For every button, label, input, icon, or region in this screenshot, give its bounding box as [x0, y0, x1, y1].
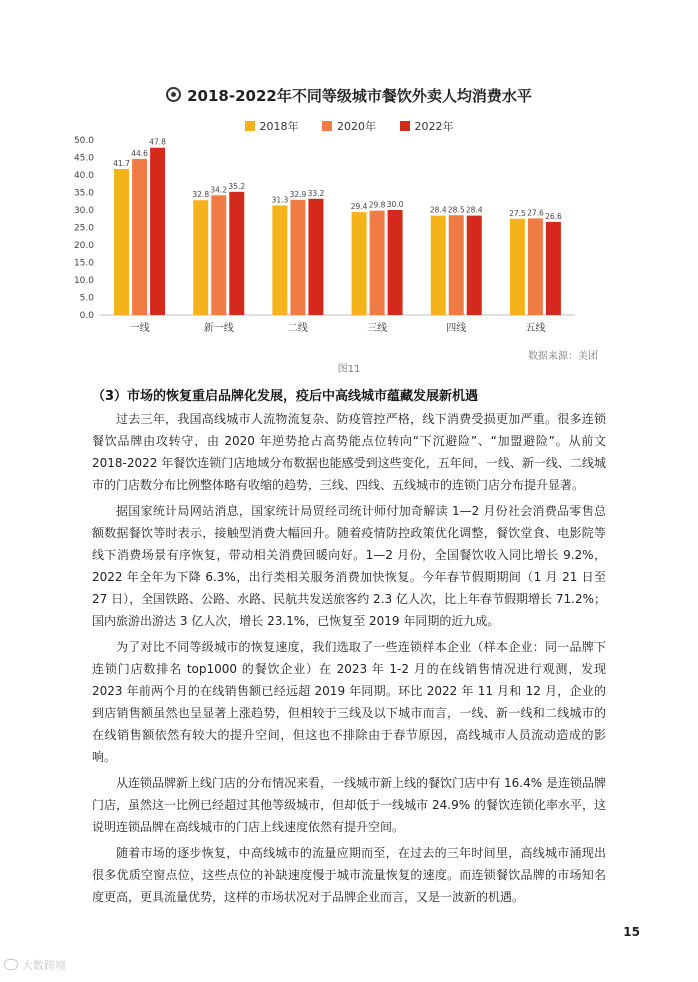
bar	[370, 211, 385, 315]
y-tick-label: 15.0	[73, 258, 94, 269]
y-tick-label: 30.0	[73, 206, 94, 216]
x-tick-label: 新一线	[203, 323, 234, 334]
data-label: 31.3	[271, 195, 289, 205]
data-label: 32.8	[192, 190, 210, 200]
data-label: 32.9	[289, 189, 307, 199]
bar	[308, 199, 323, 315]
data-label: 28.4	[429, 205, 447, 215]
data-label: 35.2	[228, 181, 246, 191]
data-label: 41.7	[113, 159, 130, 169]
paragraph: 过去三年，我国高线城市人流物流复杂、防疫管控严格，线下消费受损更加严重。很多连锁餐饮品牌由攻转守，由 2020 年逆势抢占高势能点位转向“下沉避险”、“加盟避险”。从前文 2018-2022 年餐饮连锁门店地域分布数据也能感受到这些变化，五年间，一线、新一线、二线城市的门店数分布比例整体略有收缩的趋势，三线、四线、五线城市的连锁门店分布提升显著。	[92, 412, 606, 492]
data-label: 28.4	[465, 205, 483, 215]
data-label: 33.2	[307, 188, 325, 198]
bar	[510, 219, 525, 315]
y-tick-label: 25.0	[73, 223, 94, 234]
bar	[290, 200, 305, 315]
bar	[229, 192, 244, 315]
chart-title	[0, 85, 698, 106]
page-number: 15	[623, 925, 640, 939]
data-source: 数据来源：美团	[528, 351, 598, 362]
paragraph: 为了对比不同等级城市的恢复速度，我们选取了一些连锁样本企业（样本企业：同一品牌下连锁门店数排名 top1000 的餐饮企业）在 2023 年 1-2 月的在线销售情况进行观测，发现 2023 年前两个月的在线销售额已经远超 2019 年同期。环比 2022 年 11 月和 12 月，企业的到店销售额虽然也呈显著上涨趋势，但相较于三线及以下城市而言，一线、新一线和二线城市的在线销售额依然有较大的提升空间，但这也不排除由于春节原因，高线城市人员流动造成的影响。	[92, 640, 606, 764]
legend-label: 2020年	[337, 120, 376, 133]
y-tick-label: 5.0	[79, 293, 94, 304]
bar-chart	[0, 130, 698, 345]
bar	[431, 216, 446, 315]
y-tick-label: 10.0	[73, 276, 94, 286]
bar	[150, 148, 165, 315]
bar	[449, 215, 464, 315]
watermark-text: 大数跨境	[22, 959, 66, 972]
x-tick-label: 四线	[446, 323, 467, 334]
paragraph: 从连锁品牌新上线门店的分布情况来看，一线城市新上线的餐饮门店中有 16.4% 是连锁品牌门店，虽然这一比例已经超过其他等级城市，但却低于一线城市 24.9% 的餐饮连锁化率水平，这说明连锁品牌在高线城市的门店上线速度依然有提升空间。	[92, 776, 606, 834]
watermark-logo-icon	[4, 959, 18, 970]
y-tick-label: 20.0	[73, 241, 94, 251]
bar	[211, 195, 226, 315]
data-label: 34.2	[210, 185, 228, 195]
chart-title-text: 2018-2022年不同等级城市餐饮外卖人均消费水平	[187, 87, 532, 105]
data-label: 27.6	[527, 208, 544, 218]
bar	[193, 200, 208, 315]
data-label: 27.5	[509, 208, 526, 218]
bar	[352, 212, 367, 315]
data-label: 29.8	[368, 200, 386, 210]
bar	[467, 216, 482, 315]
data-label: 29.4	[350, 202, 368, 212]
target-bullet-icon	[166, 87, 181, 102]
y-tick-label: 45.0	[73, 153, 94, 164]
y-tick-label: 50.0	[73, 136, 94, 146]
paragraph: 据国家统计局网站消息，国家统计局贸经司统计师付加奇解读 1—2 月份社会消费品零售总额数据餐饮等时表示，接触型消费大幅回升。随着疫情防控政策优化调整，餐饮堂食、电影院等线下消费场景有序恢复，带动相关消费回暖向好。1—2 月份，全国餐饮收入同比增长 9.2%，2022 年全年为下降 6.3%，出行类相关服务消费加快恢复。今年春节假期期间（1 月 21 日至 27 日），全国铁路、公路、水路、民航共发送旅客约 2.3 亿人次，比上年春节假期增长 71.2%；国内旅游出游达 3 亿人次，增长 23.1%，已恢复至 2019 年同期的近九成。	[92, 504, 606, 628]
body-text	[92, 408, 606, 912]
y-tick-label: 40.0	[73, 171, 94, 181]
section-heading: （3）市场的恢复重启品牌化发展，疫后中高线城市蕴藏发展新机遇	[92, 389, 479, 404]
x-tick-label: 一线	[129, 323, 150, 334]
bar	[388, 210, 403, 315]
bar	[546, 222, 561, 315]
data-label: 30.0	[386, 200, 404, 209]
legend-label: 2018年	[259, 120, 299, 133]
bar	[114, 169, 129, 315]
data-label: 44.6	[131, 148, 148, 158]
y-tick-label: 35.0	[73, 188, 94, 199]
x-tick-label: 五线	[525, 323, 546, 334]
figure-caption: 图11	[337, 364, 361, 375]
paragraph: 随着市场的逐步恢复，中高线城市的流量应期而至，在过去的三年时间里，高线城市涌现出很多优质空窗点位，这些点位的补缺速度慢于城市流量恢复的速度。而连锁餐饮品牌的市场知名度更高，更具流量优势，这样的市场状况对于品牌企业而言，又是一波新的机遇。	[92, 846, 606, 904]
data-label: 47.8	[149, 137, 166, 147]
legend-label: 2022年	[414, 120, 454, 133]
y-tick-label: 0.0	[79, 311, 94, 321]
watermark	[4, 957, 66, 973]
bar	[272, 205, 287, 315]
bar	[132, 159, 147, 315]
bar	[528, 218, 543, 315]
x-tick-label: 二线	[287, 323, 308, 334]
data-label: 28.5	[447, 205, 465, 215]
data-label: 26.6	[545, 211, 562, 221]
x-tick-label: 三线	[367, 323, 388, 334]
